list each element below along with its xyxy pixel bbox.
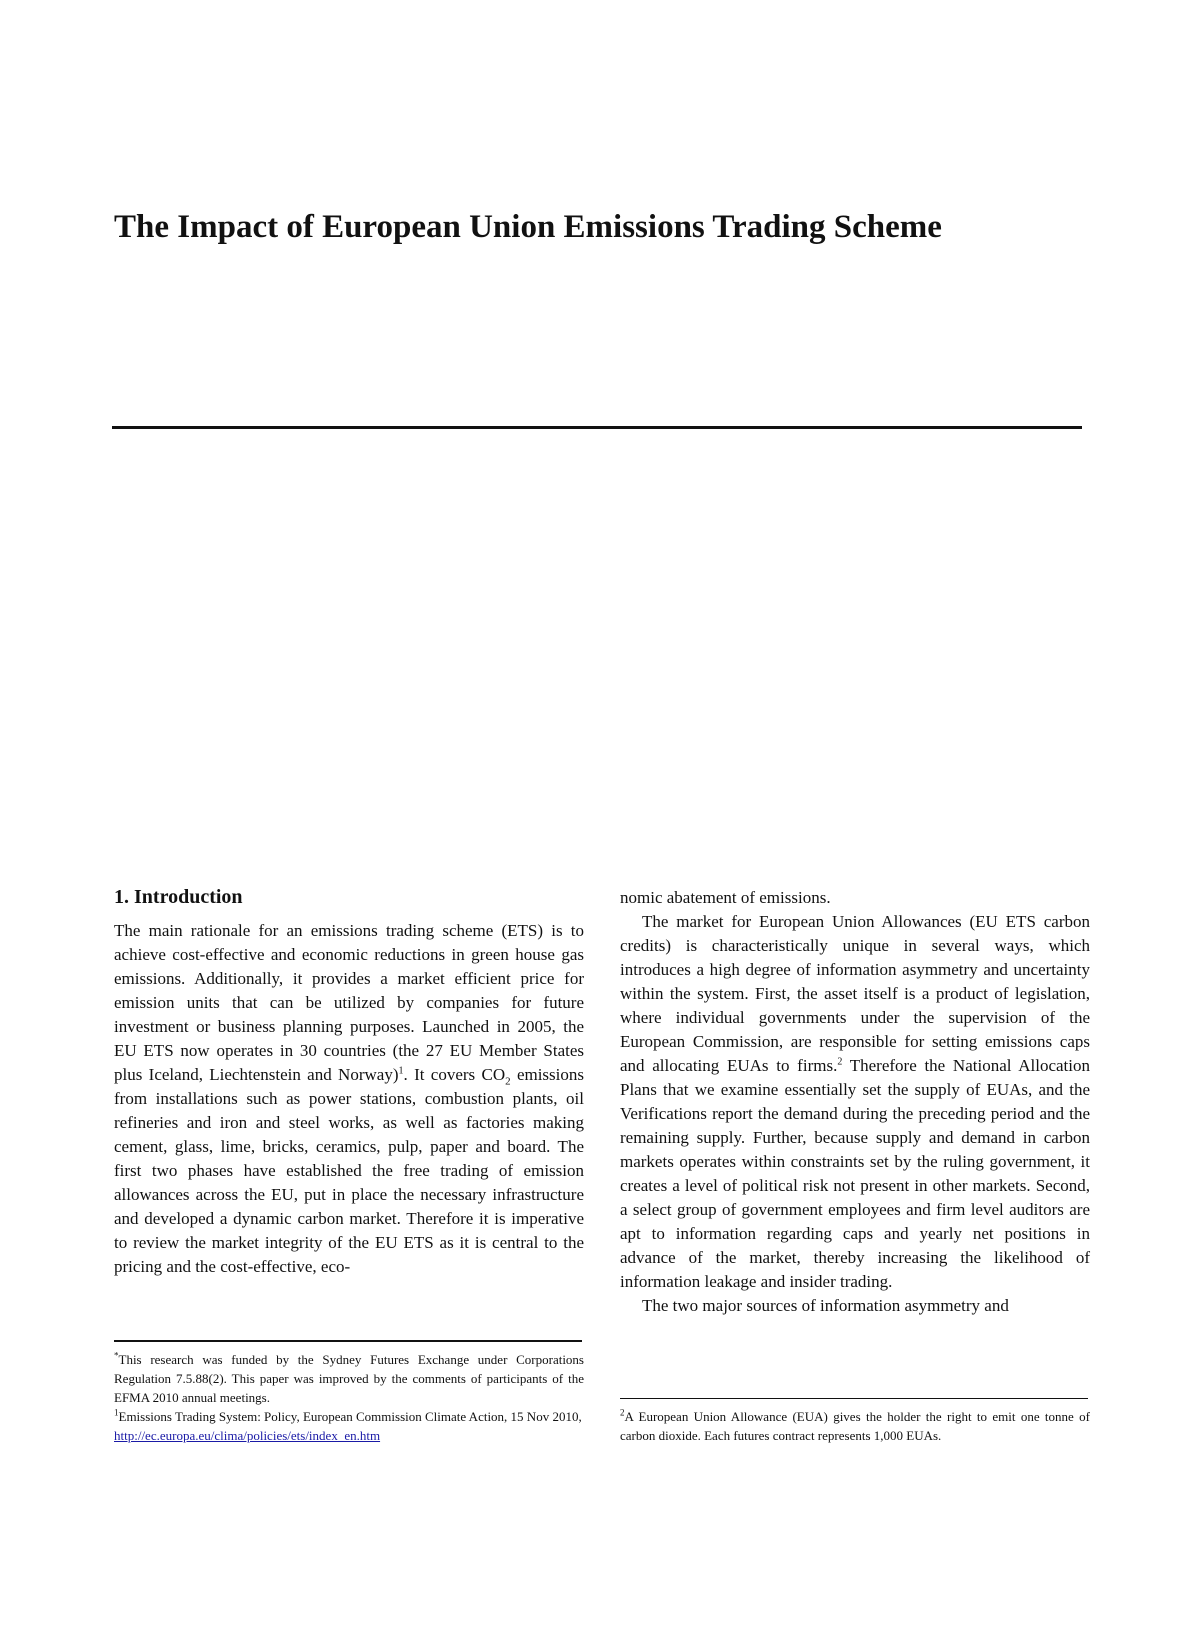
footnote-divider bbox=[114, 1340, 582, 1342]
intro-paragraph-3: The two major sources of information asymmetry and bbox=[642, 1296, 1009, 1315]
intro-paragraph-2: The market for European Union Allowances (EU ETS carbon credits) is characteristically unique in several ways, which introduces a high degree of information asymmetry and uncertainty within the system. First, the asset itself is a product of legislation, where individual governments under the supervision of the European Commission, are responsible for setting emissions caps and allocating EUAs to firms.$^2$ Therefore the National Allocation Plans that we examine essentially set the supply of EUAs, and the Verifications report the demand during the preceding period and the remaining supply. Further, because supply and demand in carbon markets operates within constraints set by the ruling government, it creates a level of political risk not present in other markets. Second, a select group of government employees and firm level auditors are apt to information regarding caps and yearly net positions in advance of the market, thereby increasing the likelihood of information leakage and insider trading. bbox=[620, 912, 1090, 1291]
footnote-2: $^2$A European Union Allowance (EUA) gives the holder the right to emit one tonne of carbon dioxide. Each futures contract represents 1,000 EUAs. bbox=[620, 1407, 1090, 1443]
footnote-1: $^1$Emissions Trading System: Policy, European Commission Climate Action, 15 Nov 2010, http://ec.europa.eu/clima/policies/ets/index_en.htm bbox=[114, 1407, 582, 1443]
section-heading-introduction: 1. Introduction bbox=[114, 886, 243, 908]
intro-paragraph-1-continued: nomic abatement of emissions. bbox=[620, 888, 831, 907]
intro-paragraph-1: The main rationale for an emissions trading scheme (ETS) is to achieve cost-effective and economic reductions in green house gas emissions. Additionally, it provides a market efficient price for emission units that can be utilized by companies for future investment or business planning purposes. Launched in 2005, the EU ETS now operates in 30 countries (the 27 EU Member States plus Iceland, Liechtenstein and Norway)$^1$. It covers $CO_2$ emissions from installations such as power stations, combustion plants, oil refineries and iron and steel works, as well as factories making cement, glass, lime, bricks, ceramics, pulp, paper and board. The first two phases have established the free trading of emission allowances across the EU, put in place the necessary infrastructure and developed a dynamic carbon market. Therefore it is imperative to review the market integrity of the EU ETS as it is central to the pricing and the cost-effective, eco- bbox=[114, 921, 585, 1276]
co2-subscript: 2 bbox=[505, 1075, 511, 1088]
footnote-1-link[interactable]: http://ec.europa.eu/clima/policies/ets/index_en.htm bbox=[114, 1428, 381, 1443]
footnotes-right bbox=[620, 1398, 1090, 1445]
paper-title: The Impact of European Union Emissions Trading Scheme bbox=[114, 209, 942, 245]
footnote-divider bbox=[620, 1398, 1088, 1399]
left-column bbox=[114, 884, 584, 1279]
title-divider bbox=[112, 426, 1082, 429]
footnotes-left bbox=[114, 1340, 584, 1445]
footnote-ref-1[interactable]: 1 bbox=[398, 1065, 404, 1077]
right-column bbox=[620, 886, 1090, 1318]
footnote-ref-2[interactable]: 2 bbox=[837, 1056, 843, 1068]
footnote-funding: *This research was funded by the Sydney Futures Exchange under Corporations Regulation 7.5.88(2). This paper was improved by the comments of participants of the EFMA 2010 annual meetings. bbox=[114, 1350, 584, 1405]
